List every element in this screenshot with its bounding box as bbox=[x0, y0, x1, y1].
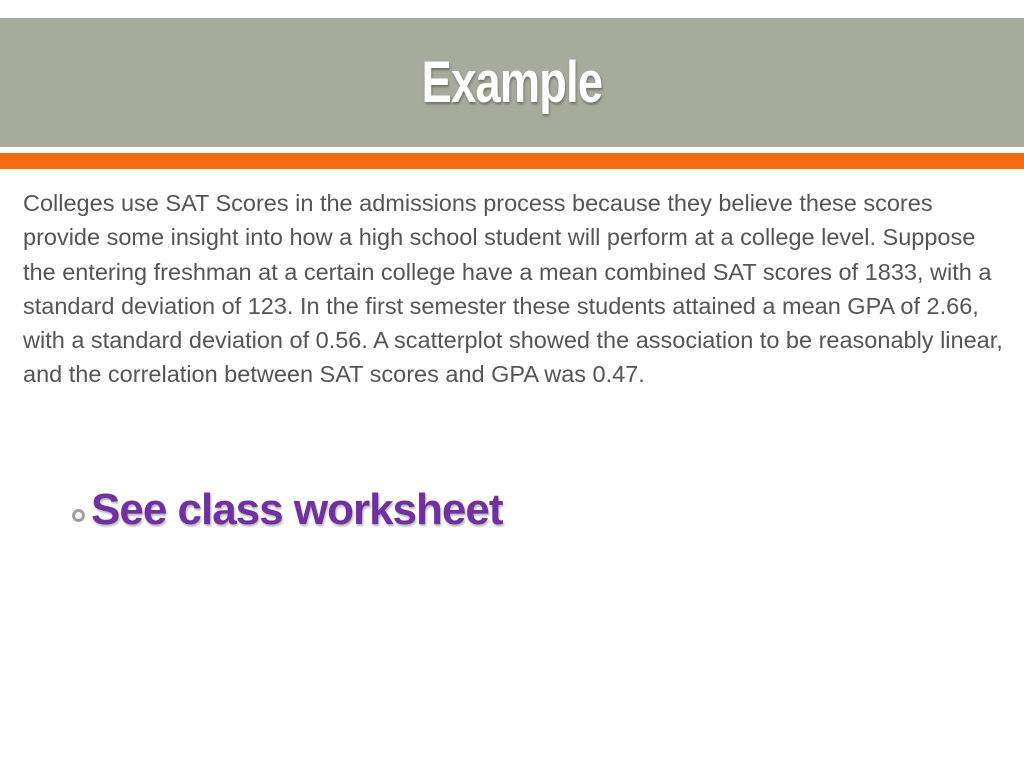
slide-title: Example bbox=[421, 50, 603, 115]
bullet-text: See class worksheet bbox=[91, 485, 503, 534]
bullet-item bbox=[72, 482, 502, 538]
title-band bbox=[0, 18, 1024, 147]
accent-divider bbox=[0, 153, 1024, 169]
body-paragraph: Colleges use SAT Scores in the admissions process because they believe these scores provide some insight into how a high school student will perform at a college level. Suppose the entering freshman at a certain college have a mean combined SAT scores of 1833, with a standard deviation of 123. In the first semester these students attained a mean GPA of 2.66, with a standard deviation of 0.56. A scatterplot showed the association to be reasonably linear, and the correlation between SAT scores and GPA was 0.47. bbox=[23, 190, 1003, 388]
hollow-circle-bullet-icon bbox=[72, 509, 85, 522]
